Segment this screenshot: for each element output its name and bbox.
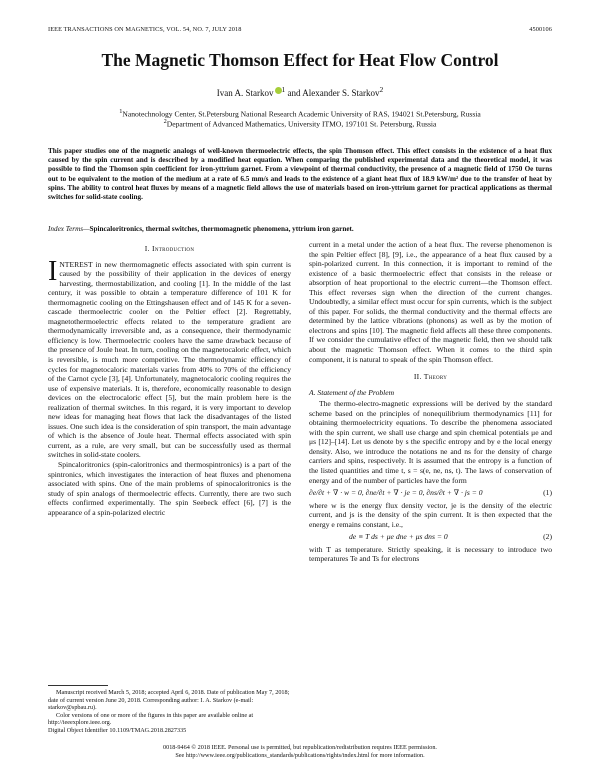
intro-paragraph-2: Spincaloritronics (spin-caloritronics and thermospintronics) is a part of the spintronics, which investigates the interaction of heat fluxes and phenomena associated with spins. One of the main problems of spinocaloritronics is the study of spin analogs of thermoelectric effects. Currently, there are two such effects confirmed experimentally. The spin Seebeck effect [6], [7] is the appearance of a spin-polarized electric xyxy=(48,460,291,517)
equation-2-number: (2) xyxy=(543,532,552,542)
index-terms-label: Index Terms— xyxy=(48,225,90,233)
footnote-manuscript: Manuscript received March 5, 2018; accepted April 6, 2018. Date of publication May 7, 2018; date of current version June 20, 2018. Corresponding author: I. A. Starkov (e-mail: starkov@spbau.ru). xyxy=(48,689,290,712)
author-2: and Alexander S. Starkov xyxy=(285,88,380,98)
affiliation-1-text: Nanotechnology Center, St.Petersburg National Research Academic University of RAS, 194021 St.Petersburg, Russia xyxy=(122,109,481,119)
equation-1-number: (1) xyxy=(543,488,552,498)
copyright-line-2[interactable]: See http://www.ieee.org/publications_standards/publications/rights/index.html for more information. xyxy=(175,752,425,759)
affiliation-1-sup: 1 xyxy=(119,108,123,115)
intro-paragraph-1-text: NTEREST in new thermomagnetic effects associated with spin current is caused by the possibility of their application in the devices of energy harvesting, thermostabilization, and cooling [1]. In the middle of the last century, it was possible to obtain a temperature difference of 101 K for thermomagnetic cooling on the Ettingshausen effect and of 145 K for a seven-cascade thermoelectric cooler on the Peltier effect [2]. Regrettably, magnetothermoelectric effects related to the temperature gradient are thermodynamically irreversible and, as a consequence, their thermodynamic efficiency is low. Thermoelectric coolers have the same drawback because of the presence of Joule heat. In turn, cooling on the magnetocaloric effect, which is reversible, is much more competitive. The thermodynamic efficiency of cycles for magnetocaloric materials varies from 40% to 70% of the efficiency of the Carnot cycle [3], [4]. Unfortunately, magnetocaloric cooling requires the use of expensive materials. It is, therefore, economically reasonable to design devices on the electrocaloric effect [5], but the main problem here is the realization of thermal switches. In this regard, it is very important to develop new ideas for managing heat flows that lack the disadvantages of the listed issues. One such idea is the consideration of spin transport, the main advantage of which is the absence of Joule heat. Thermal effects associated with spin current, as a rule, are very small, but can be successfully used as thermal switches in solid-state coolers. xyxy=(48,259,291,460)
copyright-line-1: 0018-9464 © 2018 IEEE. Personal use is permitted, but republication/redistribution requires IEEE permission. xyxy=(163,744,437,751)
author-line xyxy=(0,85,600,98)
author-1: Ivan A. Starkov xyxy=(216,88,274,98)
article-number: 4500106 xyxy=(529,26,552,33)
intro-paragraph-1 xyxy=(48,255,291,460)
footnote-color: Color versions of one or more of the figures in this paper are available online at http://ieeexplore.ieee.org. xyxy=(48,711,254,727)
affiliation-1 xyxy=(0,108,600,119)
intro-paragraph-3: current in a metal under the action of a heat flux. The reverse phenomenon is the spin Peltier effect [8], [9], i.e., the appearance of a heat flux caused by a spin-polarized current. In this connection, it is important to remind of the existence of a basic thermoelectric effect that consists in the release or absorption of heat proportional to the electric current—the Thomson effect. This effect reverses sign when the direction of the current changes. Undoubtedly, a similar effect must occur for spin currents, which is the subject of this paper. For solids, the thermal conductivity and the thermal effects are determined by the lattice vibrations (phonons) as well as by the motion of electrons and spins [10]. The magnetic field affects all these three components. If we consider the cumulative effect of the magnetic field, then we should talk about the magnetic Thomson effect. When it comes to the third spin component, it is natural to speak of the spin Thomson effect. xyxy=(309,240,552,364)
abstract: This paper studies one of the magnetic analogs of well-known thermoelectric effects, the spin Thomson effect. This effect consists in the existence of a heat flux caused by the spin current and is described by a modified heat equation. When comparing the published experimental data and the theoretical model, it was possible to find the Thomson spin coefficient for iron-yttrium garnet. From a viewpoint of thermal conductivity, the presence of a magnetic field of 1750 Oe turns out to be equivalent to the motion of the medium at a rate of 6.5 mm/s and leads to the existence of a giant heat flux of 18.9 kW/m² due to the transfer of heat by spins. The ability to control heat fluxes by means of a magnetic field allows the use of materials based on iron-yttrium garnet for practical applications as thermal switches for solid-state cooling. xyxy=(48,147,552,202)
index-terms xyxy=(48,225,552,234)
affiliation-2 xyxy=(0,118,600,129)
right-column xyxy=(309,240,552,564)
footnote-doi: Digital Object Identifier 10.1109/TMAG.2018.2827335 xyxy=(48,726,187,734)
index-terms-text: Spincaloritronics, thermal switches, thermomagnetic phenomena, yttrium iron garnet. xyxy=(89,225,354,233)
orcid-icon[interactable] xyxy=(275,87,282,94)
theory-paragraph-3: with T as temperature. Strictly speaking, it is necessary to introduce two temperatures Te and Ts for electrons xyxy=(309,544,552,564)
first-page-footnotes xyxy=(48,685,291,735)
section-introduction-heading: I. Introduction xyxy=(144,244,195,253)
footnote-rule xyxy=(48,685,108,686)
subsection-heading: A. Statement of the Problem xyxy=(309,387,395,397)
copyright-footer xyxy=(0,744,600,760)
paper-title: The Magnetic Thomson Effect for Heat Flow Control xyxy=(101,50,499,70)
left-column xyxy=(48,240,291,517)
affiliation-2-text: Department of Advanced Mathematics, University ITMO, 197101 St. Petersburg, Russia xyxy=(166,119,437,129)
affiliation-2-sup: 2 xyxy=(163,118,167,125)
section-theory-heading: II. Theory xyxy=(413,372,448,382)
author-1-sup: 1 xyxy=(281,85,286,94)
journal-name: IEEE TRANSACTIONS ON MAGNETICS, VOL. 54, NO. 7, JULY 2018 xyxy=(48,26,242,33)
drop-cap: I xyxy=(48,255,58,287)
equation-1 xyxy=(309,488,552,498)
theory-paragraph-1: The thermo-electro-magnetic expressions will be derived by the standard scheme based on the principles of nonequilibrium thermodynamics [11] for obtaining thermoelectricity equations. To describe the phenomena associated with the spin current, we shall use charge and spin chemical potentials μe and μs [12]–[14]. Let us denote by s the specific entropy and by e the local energy density. Also, we introduce the notations ne and ns for the density of charge carriers and spins, respectively. It is assumed that the entropy is a function of the listed quantities and time t, s = s(e, ne, ns, t). The laws of conservation of energy and of the number of particles have the form xyxy=(309,399,552,485)
equation-1-body: ∂e/∂t + ∇ · w = 0, ∂ne/∂t + ∇ · je = 0, ∂ns/∂t + ∇ · js = 0 xyxy=(309,488,483,498)
theory-paragraph-2: where w is the energy flux density vector, je is the density of the electric current, and js is the density of the spin current. It is then expected that the energy e remains constant, i.e., xyxy=(309,500,552,529)
equation-2 xyxy=(309,532,552,542)
author-2-sup: 2 xyxy=(379,85,384,94)
running-header xyxy=(48,26,552,33)
equation-2-body: de ≡ T ds + μe dne + μs dns = 0 xyxy=(349,532,448,542)
